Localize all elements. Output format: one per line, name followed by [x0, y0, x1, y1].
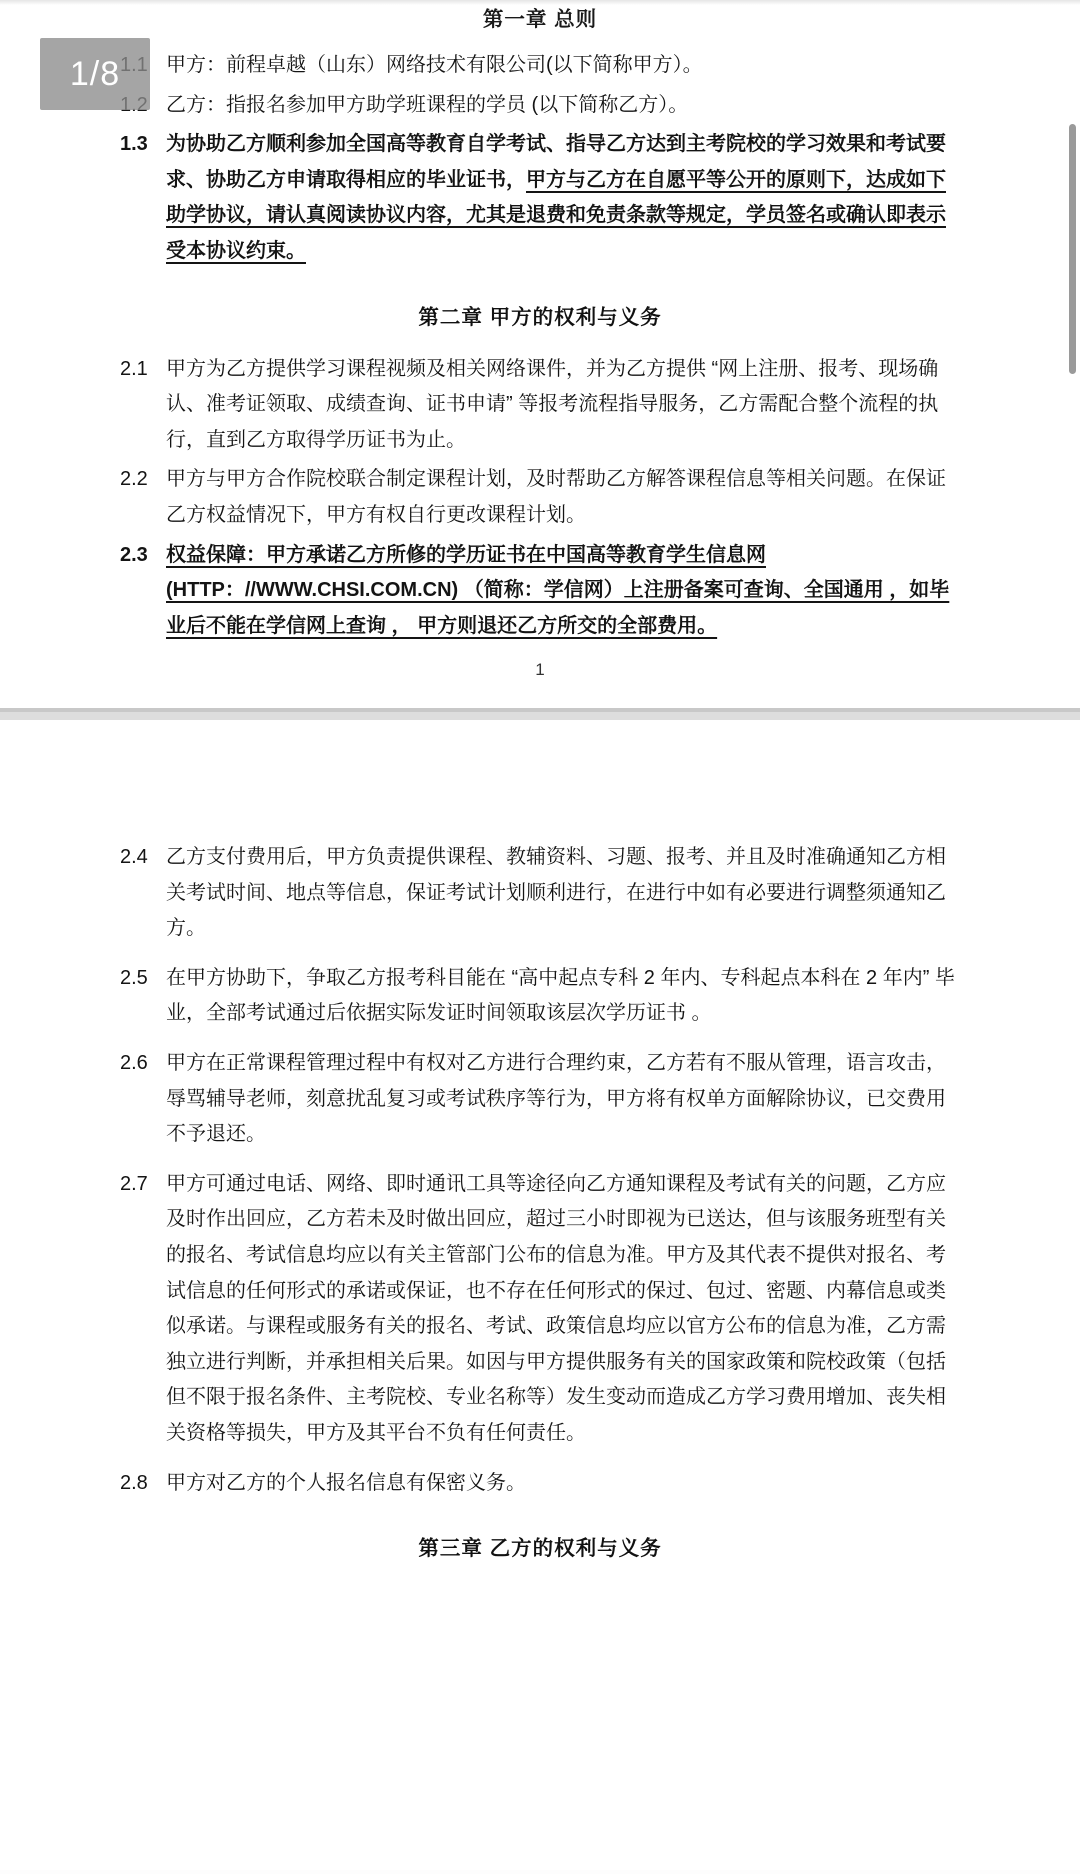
clause-text: 甲方：前程卓越（山东）网络技术有限公司(以下简称甲方）。	[166, 54, 703, 76]
clause-2-6	[120, 1046, 960, 1153]
clause-number: 2.2	[120, 468, 148, 491]
clause-2-4	[120, 840, 960, 947]
clause-text: 乙方支付费用后，甲方负责提供课程、教辅资料、习题、报考、并且及时准确通知乙方相关考试时间、地点等信息，保证考试计划顺利进行，在进行中如有必要进行调整须通知乙方。	[166, 846, 946, 940]
clause-number: 1.3	[120, 133, 148, 156]
clause-1-2	[120, 88, 960, 124]
clause-text-underlined: 甲方与乙方在自愿平等公开的原则下，达成如下助学协议，请认真阅读协议内容，尤其是退费和免责条款等规定，学员签名或确认即表示受本协议约束。	[166, 168, 946, 262]
clause-text: 甲方可通过电话、网络、即时通讯工具等途径向乙方通知课程及考试有关的问题，乙方应及时作出回应，乙方若未及时做出回应，超过三小时即视为已送达，但与该服务班型有关的报名、考试信息均应以有关主管部门公布的信息为准。甲方及其代表不提供对报名、考试信息的任何形式的承诺或保证，也不存在任何形式的保过、包过、密题、内幕信息或类似承诺。与课程或服务有关的报名、考试、政策信息均应以官方公布的信息为准，乙方需独立进行判断，并承担相关后果。如因与甲方提供服务有关的国家政策和院校政策（包括但不限于报名条件、主考院校、专业名称等）发生变动而造成乙方学习费用增加、丧失相关资格等损失，甲方及其平台不负有任何责任。	[166, 1172, 946, 1444]
page-top-margin	[120, 720, 960, 840]
clause-spacer	[120, 951, 960, 961]
page-indicator: 1/8	[40, 38, 150, 110]
clause-text: 权益保障：甲方承诺乙方所修的学历证书在中国高等教育学生信息网(HTTP：//WWW.CHSI.COM.CN) （简称：学信网）上注册备案可查询、全国通用 ，如毕业后不能在学信网上查询 ， 甲方则退还乙方所交的全部费用。	[166, 543, 950, 637]
clause-2-3	[120, 538, 960, 645]
page-number-footer: 1	[535, 660, 545, 680]
clause-number: 2.8	[120, 1471, 148, 1494]
chapter-2-title: 第二章 甲方的权利与义务	[418, 305, 662, 329]
document-page-2	[0, 720, 1080, 1870]
clause-2-7	[120, 1167, 960, 1452]
chapter-3-title: 第三章 乙方的权利与义务	[418, 1537, 662, 1561]
clause-spacer	[120, 1456, 960, 1466]
clause-text: 乙方：指报名参加甲方助学班课程的学员 (以下简称乙方）。	[166, 93, 689, 116]
clause-number: 2.7	[120, 1172, 148, 1195]
clause-text: 甲方对乙方的个人报名信息有保密义务。	[166, 1471, 526, 1494]
clause-text: 甲方在正常课程管理过程中有权对乙方进行合理约束，乙方若有不服从管理，语言攻击，辱骂辅导老师，刻意扰乱复习或考试秩序等行为，甲方将有权单方面解除协议，已交费用不予退还。	[166, 1051, 946, 1146]
clause-text: 在甲方协助下，争取乙方报考科目能在 “高中起点专科 2 年内、专科起点本科在 2 年内” 毕业，全部考试通过后依据实际发证时间领取该层次学历证书 。	[166, 966, 955, 1025]
clause-text	[166, 127, 960, 269]
clause-1-3	[120, 127, 960, 269]
scrollbar-thumb[interactable]	[1069, 124, 1076, 374]
clause-2-5	[120, 961, 960, 1032]
clause-spacer	[120, 1157, 960, 1167]
clause-2-1	[120, 352, 960, 459]
clause-number: 2.6	[120, 1051, 148, 1074]
clause-number: 2.5	[120, 966, 148, 989]
clause-number: 2.4	[120, 846, 148, 868]
chapter-1-title: 第一章 总则	[482, 8, 598, 31]
clause-spacer	[120, 1036, 960, 1046]
document-page-1	[0, 0, 1080, 712]
clause-number: 2.1	[120, 357, 148, 380]
clause-text: 甲方为乙方提供学习课程视频及相关网络课件，并为乙方提供 “网上注册、报考、现场确认、准考证领取、成绩查询、证书申请” 等报考流程指导服务，乙方需配合整个流程的执行，直到乙方取得学历证书为止。	[166, 357, 939, 451]
clause-number: 2.3	[120, 543, 148, 566]
clause-text-plain: 为协助乙方顺利参加全国高等教育自学考试、指导乙方达到主考院校的学习效果和考试要求、协助乙方申请取得相应的毕业证书，	[166, 133, 946, 191]
clause-2-8	[120, 1466, 960, 1502]
clause-1-1	[120, 48, 960, 84]
clause-text: 甲方与甲方合作院校联合制定课程计划，及时帮助乙方解答课程信息等相关问题。在保证乙方权益情况下，甲方有权自行更改课程计划。	[166, 468, 946, 526]
clause-2-2	[120, 462, 960, 533]
page-separator	[0, 712, 1080, 720]
